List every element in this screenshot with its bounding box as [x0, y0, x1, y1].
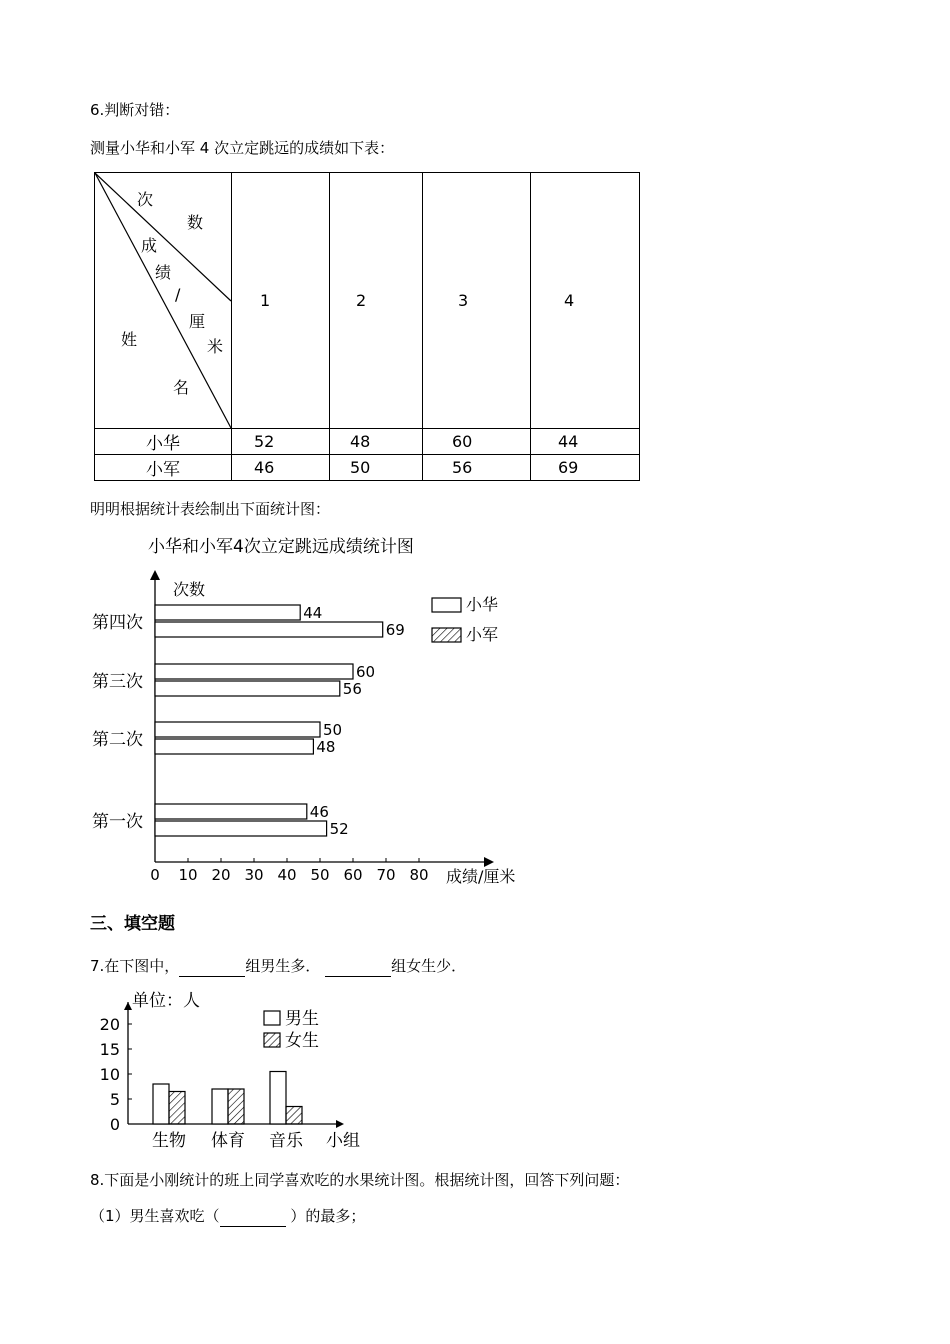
row-name: 小军: [95, 455, 232, 481]
x-tick-label: 30: [244, 866, 264, 884]
bar-value-label: 60: [356, 663, 376, 681]
x-tick-label: 70: [376, 866, 396, 884]
answer-blank[interactable]: [179, 956, 245, 977]
legend-swatch-hatched: [264, 1033, 280, 1047]
column-header: 1: [232, 173, 330, 429]
bar: [155, 821, 327, 836]
x-tick-label: 20: [211, 866, 231, 884]
y-axis-arrow: [124, 1002, 132, 1010]
legend-swatch-hollow: [432, 598, 461, 612]
x-tick-label: 10: [178, 866, 198, 884]
x-axis-arrow: [484, 857, 494, 867]
x-tick-label: 40: [277, 866, 297, 884]
x-tick-label: 60: [343, 866, 363, 884]
y-axis-label: 次数: [173, 580, 206, 599]
diag-label: /: [175, 285, 181, 304]
column-header: 4: [531, 173, 640, 429]
bar: [212, 1089, 228, 1124]
category-label: 体育: [211, 1131, 245, 1151]
question-8: 8.下面是小刚统计的班上同学喜欢吃的水果统计图。根据统计图，回答下列问题：: [90, 1171, 630, 1189]
table-cell: 50: [330, 455, 423, 481]
question-8-sub1-suffix: ）的最多；: [290, 1207, 366, 1225]
bar: [286, 1107, 302, 1125]
x-axis-label: 小组: [326, 1131, 360, 1151]
y-tick-label: 20: [99, 1015, 120, 1034]
bar-value-label: 69: [385, 621, 405, 639]
y-tick-label: 0: [109, 1115, 120, 1134]
bar-value-label: 48: [316, 738, 336, 756]
x-tick-label: 50: [310, 866, 330, 884]
bar: [155, 664, 353, 679]
table-cell: 56: [423, 455, 531, 481]
question-7-suffix: 组女生少．: [391, 957, 467, 975]
diag-label: 次: [137, 190, 154, 209]
bar: [155, 739, 313, 754]
diag-label: 米: [207, 337, 224, 356]
category-label: 第二次: [92, 730, 143, 750]
bar: [153, 1084, 169, 1124]
y-tick-label: 5: [109, 1090, 120, 1109]
table-cell: 69: [531, 455, 640, 481]
question-6-heading: 6.判断对错：: [90, 101, 180, 119]
legend-swatch-hollow: [264, 1011, 280, 1025]
diagonal-lines: [95, 173, 231, 428]
bar-value-label: 56: [342, 680, 362, 698]
x-axis-arrow: [336, 1120, 344, 1128]
category-label: 第三次: [92, 672, 143, 692]
answer-blank[interactable]: [325, 956, 391, 977]
column-header: 3: [423, 173, 531, 429]
diag-label: 厘: [189, 312, 206, 331]
category-label: 第一次: [92, 812, 143, 832]
y-tick-label: 10: [99, 1065, 120, 1084]
diag-label: 数: [187, 213, 204, 232]
legend-label: 小华: [466, 595, 499, 614]
bar-value-label: 52: [329, 820, 349, 838]
question-8-sub1: [90, 1206, 365, 1227]
category-label: 音乐: [269, 1131, 303, 1151]
question-8-sub1-prefix: （1）男生喜欢吃（: [90, 1207, 220, 1225]
long-jump-bar-chart: [0, 528, 560, 890]
y-axis-arrow: [150, 570, 160, 580]
legend-label: 男生: [285, 1009, 319, 1029]
diag-label: 绩: [155, 263, 172, 282]
table-cell: 46: [232, 455, 330, 481]
answer-blank[interactable]: [220, 1206, 286, 1227]
y-tick-label: 15: [99, 1040, 120, 1059]
bar: [155, 605, 300, 620]
question-7-mid: 组男生多．: [245, 957, 321, 975]
bar-value-label: 46: [309, 803, 329, 821]
row-name: 小华: [95, 429, 232, 455]
x-tick-label: 80: [409, 866, 429, 884]
category-label: 第四次: [92, 613, 143, 633]
bar-value-label: 44: [303, 604, 323, 622]
diag-label: 名: [173, 378, 190, 397]
diag-label: 成: [141, 236, 158, 255]
table-cell: 52: [232, 429, 330, 455]
legend-swatch-hatched: [432, 628, 461, 642]
score-table: [94, 172, 640, 481]
bar: [155, 681, 340, 696]
chart-title: 小华和小军4次立定跳远成绩统计图: [148, 537, 414, 557]
column-header: 2: [330, 173, 423, 429]
legend-label: 小军: [466, 625, 499, 644]
section-heading: 三、填空题: [90, 914, 175, 934]
bar: [155, 804, 307, 819]
bar: [155, 722, 320, 737]
x-tick-label: 0: [150, 866, 160, 884]
table-diagonal-header: [95, 173, 232, 429]
category-label: 生物: [152, 1131, 186, 1151]
group-bar-chart: [0, 984, 380, 1154]
table-cell: 44: [531, 429, 640, 455]
unit-label: 单位：人: [132, 991, 200, 1011]
bar: [228, 1089, 244, 1124]
question-6-intro: 测量小华和小军 4 次立定跳远的成绩如下表：: [90, 139, 395, 157]
bar-value-label: 50: [323, 721, 343, 739]
chart-caption: 明明根据统计表绘制出下面统计图：: [90, 500, 331, 518]
diag-label: 姓: [121, 330, 138, 349]
bar: [155, 622, 383, 637]
legend-label: 女生: [285, 1031, 319, 1051]
question-7-prefix: 7.在下图中，: [90, 957, 180, 975]
x-axis-label: 成绩/厘米: [446, 867, 516, 886]
question-7: [90, 956, 466, 977]
bar: [169, 1092, 185, 1125]
table-cell: 48: [330, 429, 423, 455]
bar: [270, 1072, 286, 1125]
table-cell: 60: [423, 429, 531, 455]
